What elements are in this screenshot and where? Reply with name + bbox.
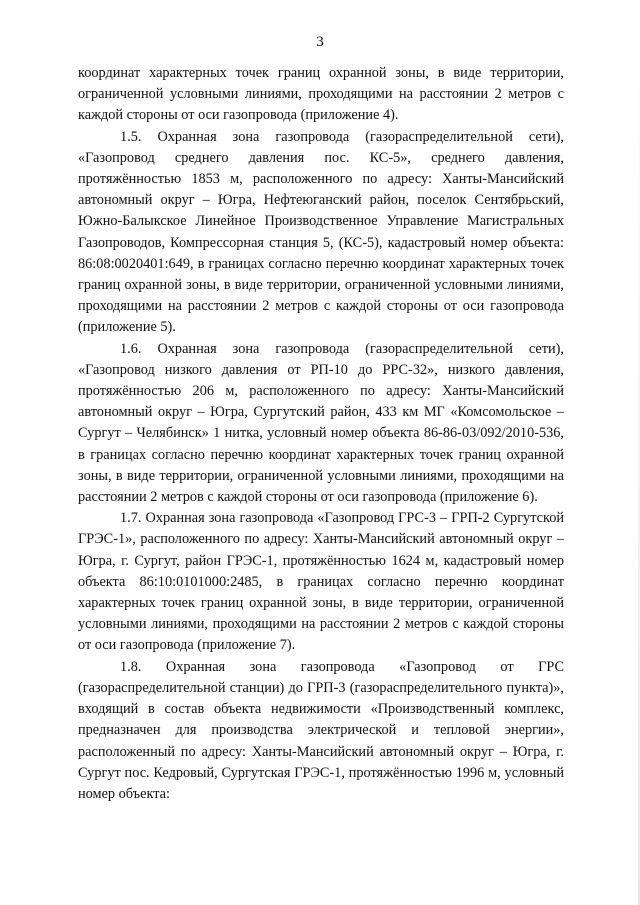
paragraph-1-6: 1.6. Охранная зона газопровода (газораспределительной сети), «Газопровод низкого давления от РП-10 до РРС-32», низкого давления, протяжённостью 206 м, расположенного по адресу: Ханты-Мансийский автономный округ – Югра, Сургутский район, 433 км МГ «Комсомольское – Сургут – Челябинск» 1 нитка, условный номер объекта 86-86-03/092/2010-536, в границах согласно перечню координат характерных точек границ охранной зоны, в виде территории, ограниченной условными линиями, проходящими на расстоянии 2 метров с каждой стороны от оси газопровода (приложение 6). [78, 340, 564, 506]
paragraph-1-7: 1.7. Охранная зона газопровода «Газопровод ГРС-3 – ГРП-2 Сургутской ГРЭС-1», расположенного по адресу: Ханты-Мансийский автономный округ – Югра, г. Сургут, район ГРЭС-1, протяжённостью 1624 м, кадастровый номер объекта 86:10:0101000:2485, в границах согласно перечню координат характерных точек границ охранной зоны, в виде территории, ограниченной условными линиями, проходящими на расстоянии 2 метров с каждой стороны от оси газопровода (приложение 7). [78, 510, 564, 654]
paragraph-1-5: 1.5. Охранная зона газопровода (газораспределительной сети), «Газопровод среднего давления пос. КС-5», среднего давления, протяжённостью 1853 м, расположенного по адресу: Ханты-Мансийский автономный округ – Югра, Нефтеюганский район, поселок Сентябрьский, Южно-Балыкское Линейное Производственное Управление Магистральных Газопроводов, Компрессорная станция 5, (КС-5), кадастровый номер объекта: 86:08:0020401:649, в границах согласно перечню координат характерных точек границ охранной зоны, в виде территории, ограниченной условными линиями, проходящими на расстоянии 2 метров с каждой стороны от оси газопровода (приложение 5). [78, 128, 564, 336]
paragraph-1-8: 1.8. Охранная зона газопровода «Газопровод от ГРС (газораспределительной станции) до ГРП-3 (газораспределительного пункта)», входящий в состав объекта недвижимости «Производственный комплекс, предназначен для производства электрической и тепловой энергии», расположенный по адресу: Ханты-Мансийский автономный округ – Югра, г. Сургут пос. Кедровый, Сургутская ГРЭС-1, протяжённостью 1996 м, условный номер объекта: [78, 658, 564, 802]
paragraph-continuation: координат характерных точек границ охранной зоны, в виде территории, ограниченной условными линиями, проходящими на расстоянии 2 метров с каждой стороны от оси газопровода (приложение 4). [78, 65, 564, 124]
document-body [78, 63, 564, 805]
page-number: 3 [316, 34, 324, 50]
